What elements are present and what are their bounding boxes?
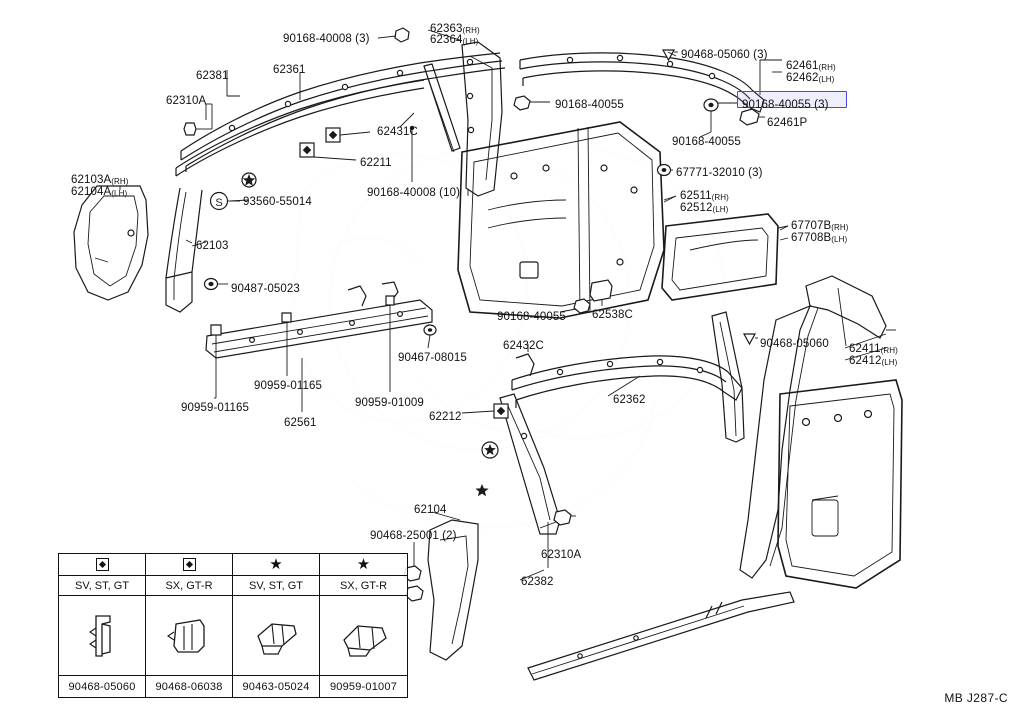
part-90168-40055-left	[514, 96, 550, 110]
part-label-90467-08015[interactable]	[398, 352, 467, 365]
part-label-text: 62432C	[503, 340, 544, 352]
part-label-side: (LH)	[111, 189, 128, 198]
part-62538C	[590, 280, 612, 306]
part-label-text: 90168-40055	[672, 136, 741, 148]
part-label-text: 62431C	[377, 126, 418, 138]
part-quarter-trim-board	[778, 380, 902, 588]
part-label-62538c[interactable]	[592, 309, 633, 322]
part-label-90468-05060[interactable]	[760, 338, 829, 351]
legend-clip-image-1	[146, 596, 233, 675]
part-label-90959-01165[interactable]	[254, 380, 322, 393]
part-label-62461p[interactable]	[767, 117, 807, 130]
part-62411-rear-pillar	[740, 276, 896, 578]
part-label-text: 62363	[430, 23, 463, 35]
part-label-62361[interactable]	[273, 64, 305, 77]
part-label-side: (RH)	[831, 223, 849, 232]
part-label-90468-05060-3[interactable]	[681, 49, 768, 62]
part-label-text: 62461	[786, 60, 819, 72]
part-label-text: 90468-25001 (2)	[370, 530, 457, 542]
svg-text:S: S	[215, 197, 223, 209]
part-label-67708b[interactable]	[791, 232, 847, 245]
part-label-62512[interactable]	[680, 202, 728, 215]
part-label-text: 62364	[430, 34, 463, 46]
legend-symbol-1	[146, 554, 233, 575]
part-label-text: 93560-55014	[243, 196, 312, 208]
part-label-side: (LH)	[712, 205, 729, 214]
legend-title-1: SX, GT-R	[146, 576, 233, 595]
part-label-90168-40055-3[interactable]	[742, 99, 829, 112]
part-label-side: (RH)	[880, 346, 898, 355]
part-label-text: 90959-01165	[254, 380, 323, 392]
part-90168-40055-right	[700, 99, 738, 137]
part-90468-05060-right	[744, 334, 758, 344]
part-label-text: 62381	[196, 70, 229, 82]
part-label-text: 90168-40055 (3)	[742, 99, 829, 111]
part-label-text: 90468-05060	[760, 338, 829, 350]
part-67771-32010	[658, 165, 674, 176]
part-label-text: 62461P	[767, 117, 808, 129]
part-label-90487-05023[interactable]	[231, 283, 300, 296]
part-label-text: 62211	[360, 157, 392, 169]
part-label-text: 62310A	[166, 95, 207, 107]
part-label-62104[interactable]	[414, 504, 446, 517]
symbol-square-62212	[462, 404, 508, 418]
part-label-62412[interactable]	[849, 355, 897, 368]
symbol-star-lower	[482, 442, 498, 458]
part-label-text: 67708B	[791, 232, 832, 244]
part-label-text: 62382	[521, 576, 554, 588]
part-label-text: 90959-01009	[355, 397, 424, 409]
part-label-text: 90168-40008 (10)	[367, 187, 461, 199]
legend-title-0: SV, ST, GT	[59, 576, 146, 595]
part-label-text: 62104	[414, 504, 447, 516]
part-label-text: 62512	[680, 202, 713, 214]
legend-part-0: 90468-05060	[59, 676, 146, 697]
part-label-text: 90168-40055	[555, 99, 624, 111]
part-label-text: 90467-08015	[398, 352, 467, 364]
part-label-62104a[interactable]	[71, 186, 127, 199]
part-label-text: 62310A	[541, 549, 582, 561]
part-label-90168-40055[interactable]	[555, 99, 624, 112]
part-label-62431c[interactable]	[377, 126, 418, 139]
part-label-62103[interactable]	[196, 240, 228, 253]
part-90168-40008-upper	[378, 28, 409, 42]
part-label-side: (LH)	[462, 37, 479, 46]
part-62103A-pillar-panel	[74, 186, 148, 300]
part-label-62432c[interactable]	[503, 340, 544, 353]
part-label-90168-40055[interactable]	[497, 311, 566, 324]
part-label-90168-40008-10[interactable]	[367, 187, 460, 200]
part-vertical-trim-strip	[712, 312, 744, 442]
part-label-text: 90168-40055	[497, 311, 566, 323]
part-90467-08015	[424, 325, 436, 348]
legend-title-row	[59, 576, 407, 596]
part-label-text: 62412	[849, 355, 882, 367]
part-label-text: 62538C	[592, 309, 633, 321]
legend-symbol-3: ★	[356, 556, 371, 573]
part-label-text: 90168-40008 (3)	[283, 33, 370, 45]
part-label-side: (LH)	[831, 235, 848, 244]
part-label-text: 67771-32010 (3)	[676, 167, 763, 179]
part-label-90168-40055[interactable]	[672, 136, 741, 149]
part-label-side: (RH)	[462, 26, 480, 35]
symbol-square-62431	[326, 128, 340, 142]
part-label-62382[interactable]	[521, 576, 553, 589]
part-label-62310a[interactable]	[166, 95, 206, 108]
symbol-square-62211	[300, 143, 356, 160]
part-90487-05023	[205, 279, 229, 290]
part-label-side: (LH)	[818, 75, 835, 84]
legend-clip-image-3	[320, 596, 407, 675]
part-label-62462[interactable]	[786, 72, 834, 85]
legend-symbol-0	[59, 554, 146, 575]
legend-picture-row	[59, 596, 407, 675]
part-label-90168-40008-3[interactable]	[283, 33, 370, 46]
part-label-text: 62104A	[71, 186, 112, 198]
watermark	[293, 147, 724, 528]
legend-symbol-2: ★	[233, 554, 320, 575]
part-label-90468-25001-2[interactable]	[370, 530, 457, 543]
part-label-text: 62561	[284, 417, 317, 429]
diagram-code: MB J287-C	[944, 691, 1008, 705]
part-label-text: 62362	[613, 394, 646, 406]
part-62382-pillar	[500, 394, 560, 568]
part-label-62211[interactable]	[360, 157, 392, 170]
part-label-text: 62411	[849, 343, 881, 355]
part-label-62212[interactable]	[429, 411, 461, 424]
part-lower-long-molding	[528, 592, 794, 680]
legend-number-row	[59, 675, 407, 697]
legend-title-2: SV, ST, GT	[233, 576, 320, 595]
part-label-text: 62462	[786, 72, 819, 84]
legend-table	[58, 553, 408, 698]
part-label-62362[interactable]	[613, 394, 645, 407]
legend-title-3: SX, GT-R	[339, 579, 388, 592]
part-label-side: (RH)	[711, 193, 729, 202]
part-62310A-clip-upper	[184, 104, 212, 135]
legend-part-2: 90463-05024	[233, 676, 320, 697]
part-label-text: 62212	[429, 411, 462, 423]
legend-part-1: 90468-06038	[146, 676, 233, 697]
part-label-side: (LH)	[881, 358, 898, 367]
part-label-text: 62361	[273, 64, 306, 76]
part-label-text: 62103A	[71, 174, 112, 186]
part-label-62561[interactable]	[284, 417, 316, 430]
part-label-67771-32010-3[interactable]	[676, 167, 763, 180]
part-label-text: 90959-01165	[181, 402, 250, 414]
part-label-text: 62511	[680, 190, 712, 202]
symbol-star-lower2	[475, 484, 488, 496]
part-label-90959-01165[interactable]	[181, 402, 249, 415]
part-label-62381[interactable]	[196, 70, 228, 83]
part-label-93560-55014[interactable]	[243, 196, 312, 209]
part-62361-roof-rail	[181, 53, 505, 172]
part-label-side: (RH)	[111, 177, 129, 186]
part-label-62310a[interactable]	[541, 549, 581, 562]
symbol-star-93560-marker	[242, 173, 256, 187]
legend-symbol-row	[59, 554, 407, 576]
part-label-62364[interactable]	[430, 34, 478, 47]
part-label-text: 67707B	[791, 220, 832, 232]
legend-clip-image-2	[233, 596, 320, 675]
part-label-text: 90468-05060 (3)	[681, 49, 768, 61]
part-label-90959-01009[interactable]	[355, 397, 424, 410]
legend-part-3: 90959-01007	[329, 680, 398, 693]
part-label-text: 90487-05023	[231, 283, 300, 295]
part-label-side: (RH)	[818, 63, 836, 72]
legend-clip-image-0	[59, 596, 146, 675]
part-label-text: 62103	[196, 240, 229, 252]
